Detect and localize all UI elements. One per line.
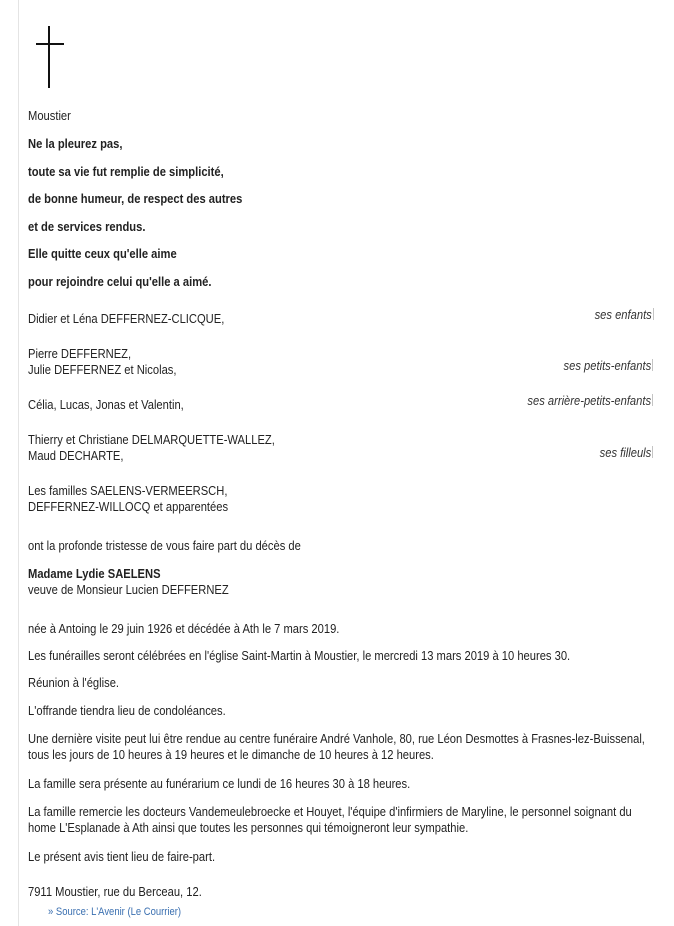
cross-icon xyxy=(36,26,64,88)
thanks-text: home L'Esplanade à Ath ainsi que toutes les personnes qui témoigneront leur sympathie. xyxy=(28,820,469,835)
notice-text: Le présent avis tient lieu de faire-part. xyxy=(28,849,216,864)
family-name: Pierre DEFFERNEZ, xyxy=(28,346,132,361)
deceased-name: Madame Lydie SAELENS xyxy=(28,566,161,581)
family-role: ses enfants xyxy=(594,307,652,322)
family-role: ses arrière-petits-enfants xyxy=(527,393,652,408)
family-role: ses filleuls xyxy=(599,445,652,460)
offering-text: L'offrande tiendra lieu de condoléances. xyxy=(28,703,226,718)
family-name: Julie DEFFERNEZ et Nicolas, xyxy=(28,362,177,377)
place-label: Moustier xyxy=(28,108,71,123)
family-name: DEFFERNEZ-WILLOCQ et apparentées xyxy=(28,499,229,514)
family-name: Thierry et Christiane DELMARQUETTE-WALLEZ, xyxy=(28,432,275,447)
address-text: 7911 Moustier, rue du Berceau, 12. xyxy=(28,884,202,899)
announcement-text: ont la profonde tristesse de vous faire part du décès de xyxy=(28,538,301,553)
poem-line: de bonne humeur, de respect des autres xyxy=(28,191,243,206)
presence-text: La famille sera présente au funérarium ce lundi de 16 heures 30 à 18 heures. xyxy=(28,776,411,791)
family-name: Célia, Lucas, Jonas et Valentin, xyxy=(28,397,184,412)
poem-line: pour rejoindre celui qu'elle a aimé. xyxy=(28,274,212,289)
family-name: Maud DECHARTE, xyxy=(28,448,124,463)
visit-text: Une dernière visite peut lui être rendue au centre funéraire André Vanhole, 80, rue Léon Desmottes à Frasnes-lez-Buissenal, xyxy=(28,731,645,746)
thanks-text: La famille remercie les docteurs Vandemeulebroecke et Houyet, l'équipe d'infirmiers de Maryline, le personnel soignant du xyxy=(28,804,632,819)
poem-line: et de services rendus. xyxy=(28,219,146,234)
poem-line: toute sa vie fut remplie de simplicité, xyxy=(28,164,224,179)
deceased-widow-of: veuve de Monsieur Lucien DEFFERNEZ xyxy=(28,582,229,597)
family-name: Didier et Léna DEFFERNEZ-CLICQUE, xyxy=(28,311,225,326)
meeting-text: Réunion à l'église. xyxy=(28,675,120,690)
poem-line: Elle quitte ceux qu'elle aime xyxy=(28,246,177,261)
poem-line: Ne la pleurez pas, xyxy=(28,136,123,151)
birth-death-text: née à Antoing le 29 juin 1926 et décédée à Ath le 7 mars 2019. xyxy=(28,621,340,636)
family-role: ses petits-enfants xyxy=(563,358,652,373)
visit-text: tous les jours de 10 heures à 19 heures et le dimanche de 10 heures à 12 heures. xyxy=(28,747,434,762)
family-name: Les familles SAELENS-VERMEERSCH, xyxy=(28,483,228,498)
funeral-text: Les funérailles seront célébrées en l'église Saint-Martin à Moustier, le mercredi 13 mars 2019 à 10 heures 30. xyxy=(28,648,571,663)
source-link[interactable]: » Source: L'Avenir (Le Courrier) xyxy=(48,906,182,918)
